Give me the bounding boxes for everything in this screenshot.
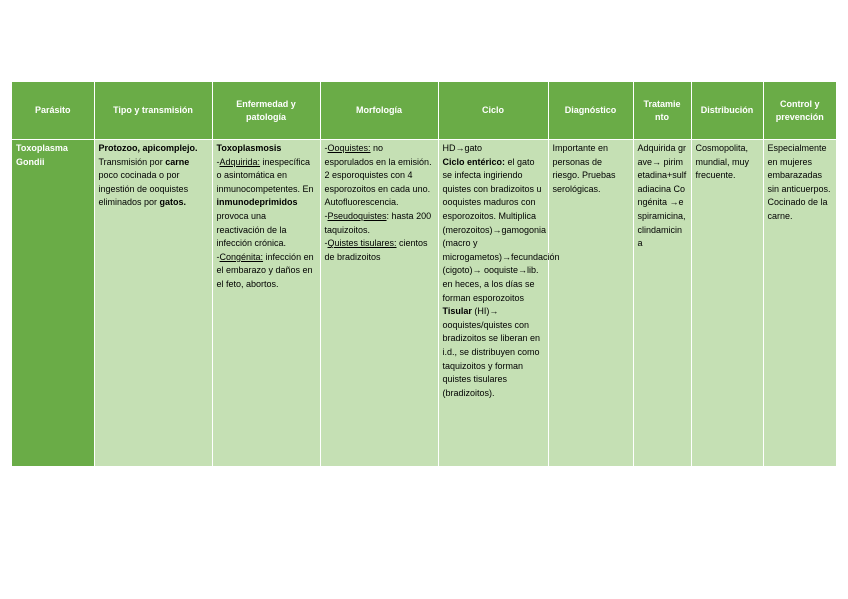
table-row [12,140,836,467]
cell-tratamiento: Adquirida grave→ pirimetadina+sulfadiacina Congénita →espiramicina, clindamicina [633,140,691,467]
header-morfologia: Morfología [320,82,438,140]
cell-enfermedad: Toxoplasmosis -Adquirida: inespecífica o asintomática en inmunocompetentes. En inmunodeprimidos provoca una reactivación de la infección crónica. -Congénita: infección en el embarazo y daños en el feto, abortos. [212,140,320,467]
header-parasito: Parásito [12,82,94,140]
header-diagnostico: Diagnóstico [548,82,633,140]
header-row [12,82,836,140]
cell-morfologia: -Ooquistes: no esporulados en la emisión. 2 esporoquistes con 4 esporozoitos en cada uno. Autofluorescencia. -Pseudoquistes: hasta 200 taquizoitos. -Quistes tisulares: cientos de bradizoitos [320,140,438,467]
header-distribucion: Distribución [691,82,763,140]
parasite-table [12,82,836,466]
header-control: Control y prevención [763,82,836,140]
disease-title: Toxoplasmosis [216,143,282,153]
congenital-label: Congénita: [219,251,264,262]
header-enfermedad: Enfermedad y patología [212,82,320,140]
header-tratamiento: Tratamiento [633,82,691,140]
cell-tipo: Protozoo, apicomplejo. Transmisión por carne poco cocinada o por ingestión de ooquistes eliminados por gatos. [94,140,212,467]
cell-diagnostico: Importante en personas de riesgo. Pruebas serológicas. [548,140,633,467]
cell-parasito: Toxoplasma Gondii [12,140,94,467]
acquired-label: Adquirida: [219,156,261,167]
header-tipo: Tipo y transmisión [94,82,212,140]
cell-control: Especialmente en mujeres embarazadas sin anticuerpos. Cocinado de la carne. [763,140,836,467]
header-ciclo: Ciclo [438,82,548,140]
cell-distribucion: Cosmopolita, mundial, muy frecuente. [691,140,763,467]
cell-ciclo: HD→gato Ciclo entérico: el gato se infecta ingiriendo quistes con bradizoitos u ooquistes maduros con esporozoitos. Multiplica (merozoitos)→gamogonia (macro y microgametos)→fecundación (cigoto)→ ooquiste→lib. en heces, a los días se forman esporozoitos Tisular (HI)→ ooquistes/quistes con bradizoitos se liberan en i.d., se distribuyen como taquizoitos y forman quistes tisulares (bradizoitos). [438,140,548,467]
